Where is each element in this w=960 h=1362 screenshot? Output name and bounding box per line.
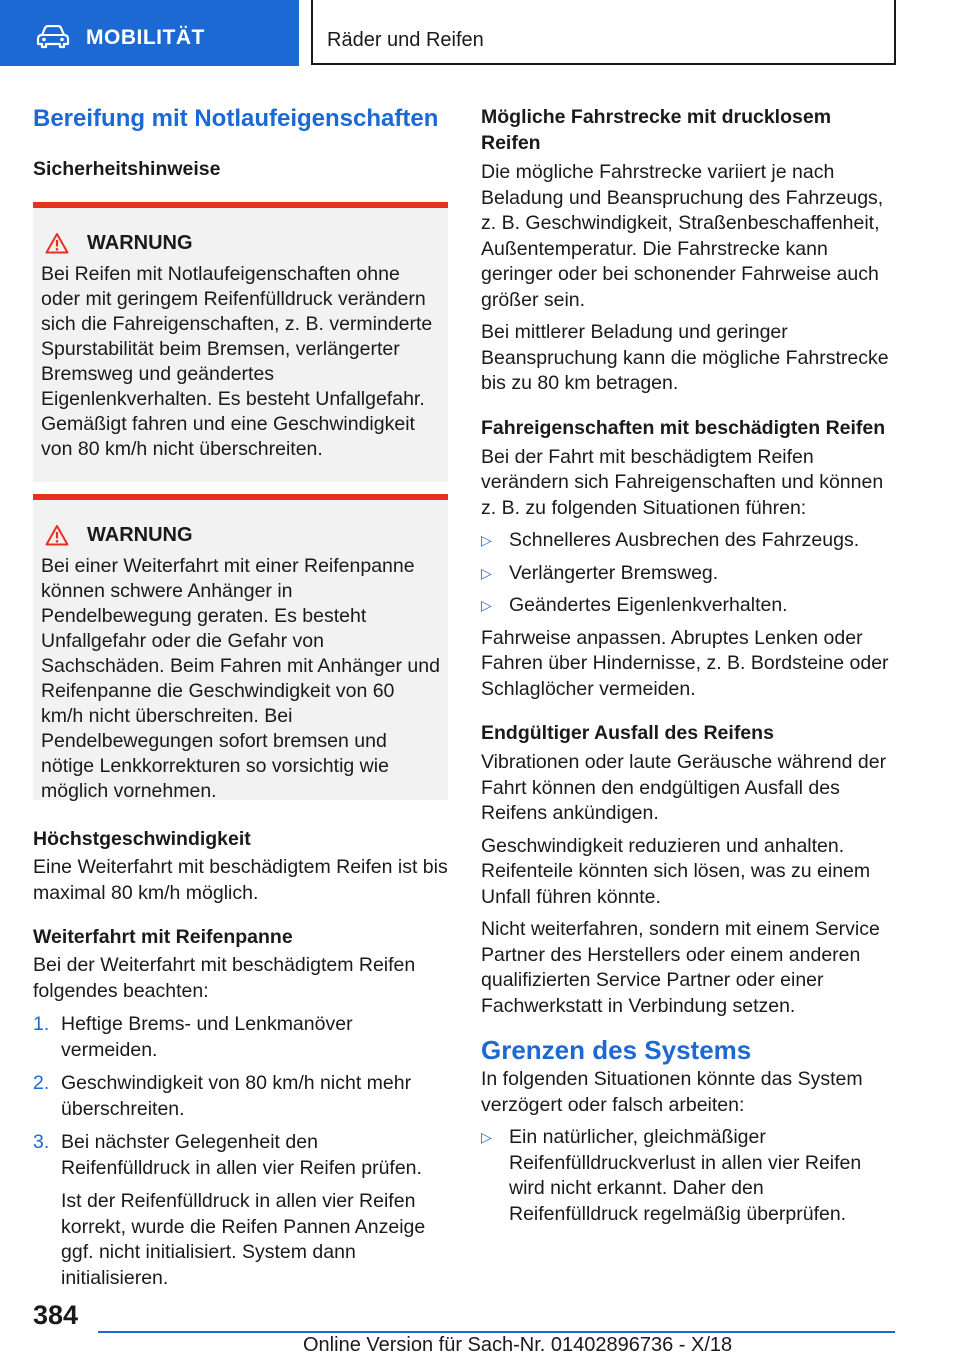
list-item xyxy=(33,1130,448,1181)
distance-text: Bei mittlerer Beladung und geringer Beanspruchung kann die mögliche Fahrstrecke bis zu 80 km betragen. xyxy=(481,321,889,394)
warning-triangle-icon xyxy=(45,232,69,254)
list-text: Verlängerter Bremsweg. xyxy=(509,561,719,584)
triangle-bullet-icon: ▷ xyxy=(481,564,492,581)
continue-text: Bei der Weiterfahrt mit beschädigtem Reifen folgendes beachten: xyxy=(33,954,416,1002)
steps-list xyxy=(33,1012,448,1181)
left-column xyxy=(33,100,448,1291)
limits-title: Grenzen des Systems xyxy=(481,1035,752,1065)
warning-label: WARNUNG xyxy=(87,523,193,546)
warning-label: WARNUNG xyxy=(87,231,193,254)
list-item xyxy=(481,528,896,554)
triangle-bullet-icon: ▷ xyxy=(481,597,492,613)
chapter-box xyxy=(311,0,896,65)
list-item xyxy=(481,561,896,587)
list-text: Schnelleres Ausbrechen des Fahrzeugs. xyxy=(509,529,860,551)
limits-text: In folgenden Situationen könnte das System verzögert oder falsch arbeiten: xyxy=(481,1068,863,1116)
list-text: Geschwindigkeit von 80 km/h nicht mehr überschreiten. xyxy=(61,1072,412,1120)
distance-text: Die mögliche Fahrstrecke variiert je nach Beladung und Beanspruchung des Fahrzeugs, z. B. Geschwindigkeit, Straßenbeschaffenheit, Außentemperatur. Die Fahrstrecke kann geringer oder bei schonender Fahrweise auch größer sein. xyxy=(481,161,884,311)
failure-text: Geschwindigkeit reduzieren und anhalten. Reifenteile könnten sich lösen, was zu einem Unfall führen könnte. xyxy=(481,834,871,908)
failure-text: Nicht weiterfahren, sondern mit einem Service Partner des Herstellers oder einem anderen qualifizierten Service Partner oder einer Fachwerkstatt in Verbindung setzen. xyxy=(481,918,880,1017)
handling-heading: Fahreigenschaften mit beschädigten Reifen xyxy=(481,416,886,439)
footer-text: Online Version für Sach-Nr. 01402896736 - X/18 xyxy=(303,1334,733,1356)
max-speed-text: Eine Weiterfahrt mit beschädigtem Reifen ist bis maximal 80 km/h möglich. xyxy=(33,856,448,904)
warning-triangle-icon xyxy=(45,524,69,546)
effects-list xyxy=(481,528,896,619)
warning-title xyxy=(41,230,440,256)
list-text: Ein natürlicher, gleichmäßiger Reifenfülldruckverlust in allen vier Reifen wird nicht erkannt. Daher den Reifenfülldruck regelmäßig überprüfen. xyxy=(509,1126,862,1225)
handling-text: Bei der Fahrt mit beschädigtem Reifen verändern sich Fahreigenschaften und können z. B. zu folgenden Situationen führen: xyxy=(481,445,884,519)
limits-list xyxy=(481,1125,896,1227)
warning-text: Bei einer Weiterfahrt mit einer Reifenpanne können schwere Anhänger in Pendelbewegung geraten. Es besteht Unfallgefahr oder die Gefahr von Sachschäden. Beim Fahren mit Anhänger und Reifenpanne die Geschwindigkeit von 60 km/h nicht überschreiten. Bei Pendelbewegungen sofort bremsen und nötige Lenkkorrekturen so vorsichtig wie möglich vornehmen. xyxy=(41,555,440,802)
triangle-bullet-icon: ▷ xyxy=(481,532,492,548)
list-text: Heftige Brems- und Lenkmanöver vermeiden. xyxy=(61,1013,353,1061)
list-item xyxy=(33,1071,448,1122)
continue-note: Ist der Reifenfülldruck in allen vier Reifen korrekt, wurde die Reifen Pannen Anzeige ggf. nicht initialisiert. System dann initialisieren. xyxy=(61,1190,426,1289)
list-item xyxy=(33,1012,448,1063)
page-header xyxy=(0,0,960,66)
warning-box xyxy=(33,494,448,800)
max-speed-heading: Höchstgeschwindigkeit xyxy=(33,828,251,850)
page-number: 384 xyxy=(33,1300,79,1330)
chapter-title: Räder und Reifen xyxy=(327,29,484,51)
car-icon xyxy=(36,25,70,49)
right-column xyxy=(481,100,896,1227)
footer-divider xyxy=(98,1331,895,1333)
section-tab[interactable] xyxy=(0,0,299,66)
warning-box xyxy=(33,202,448,482)
warning-text: Bei Reifen mit Notlaufeigenschaften ohne oder mit geringem Reifenfülldruck verändern sich die Fahreigenschaften, z. B. verminderte Spurstabilität beim Bremsen, verlängerter Bremsweg und geändertes Eigenlenkverhalten. Es besteht Unfallgefahr. Gemäßigt fahren und eine Geschwindigkeit von 80 km/h nicht überschreiten. xyxy=(41,263,433,460)
section-title: Bereifung mit Notlaufeigenschaften xyxy=(33,105,439,132)
warning-title xyxy=(41,522,440,548)
safety-heading: Sicherheitshinweise xyxy=(33,158,221,180)
triangle-bullet-icon: ▷ xyxy=(481,1129,492,1145)
section-label: MOBILITÄT xyxy=(86,26,205,49)
list-item xyxy=(481,593,896,619)
list-item xyxy=(481,1125,896,1227)
distance-heading: Mögliche Fahrstrecke mit drucklosem Reifen xyxy=(481,106,832,154)
failure-text: Vibrationen oder laute Geräusche während der Fahrt können den endgültigen Ausfall des Reifens ankündigen. xyxy=(481,751,887,824)
list-text: Bei nächster Gelegenheit den Reifenfülldruck in allen vier Reifen prüfen. xyxy=(61,1131,422,1179)
handling-after: Fahrweise anpassen. Abruptes Lenken oder Fahren über Hindernisse, z. B. Bordsteine oder Schlaglöcher vermeiden. xyxy=(481,626,889,700)
continue-heading: Weiterfahrt mit Reifenpanne xyxy=(33,926,293,948)
list-number: 3. xyxy=(33,1131,50,1153)
list-number: 2. xyxy=(33,1072,50,1094)
list-text: Geändertes Eigenlenkverhalten. xyxy=(509,594,788,616)
list-number: 1. xyxy=(33,1013,50,1035)
failure-heading: Endgültiger Ausfall des Reifens xyxy=(481,722,774,744)
